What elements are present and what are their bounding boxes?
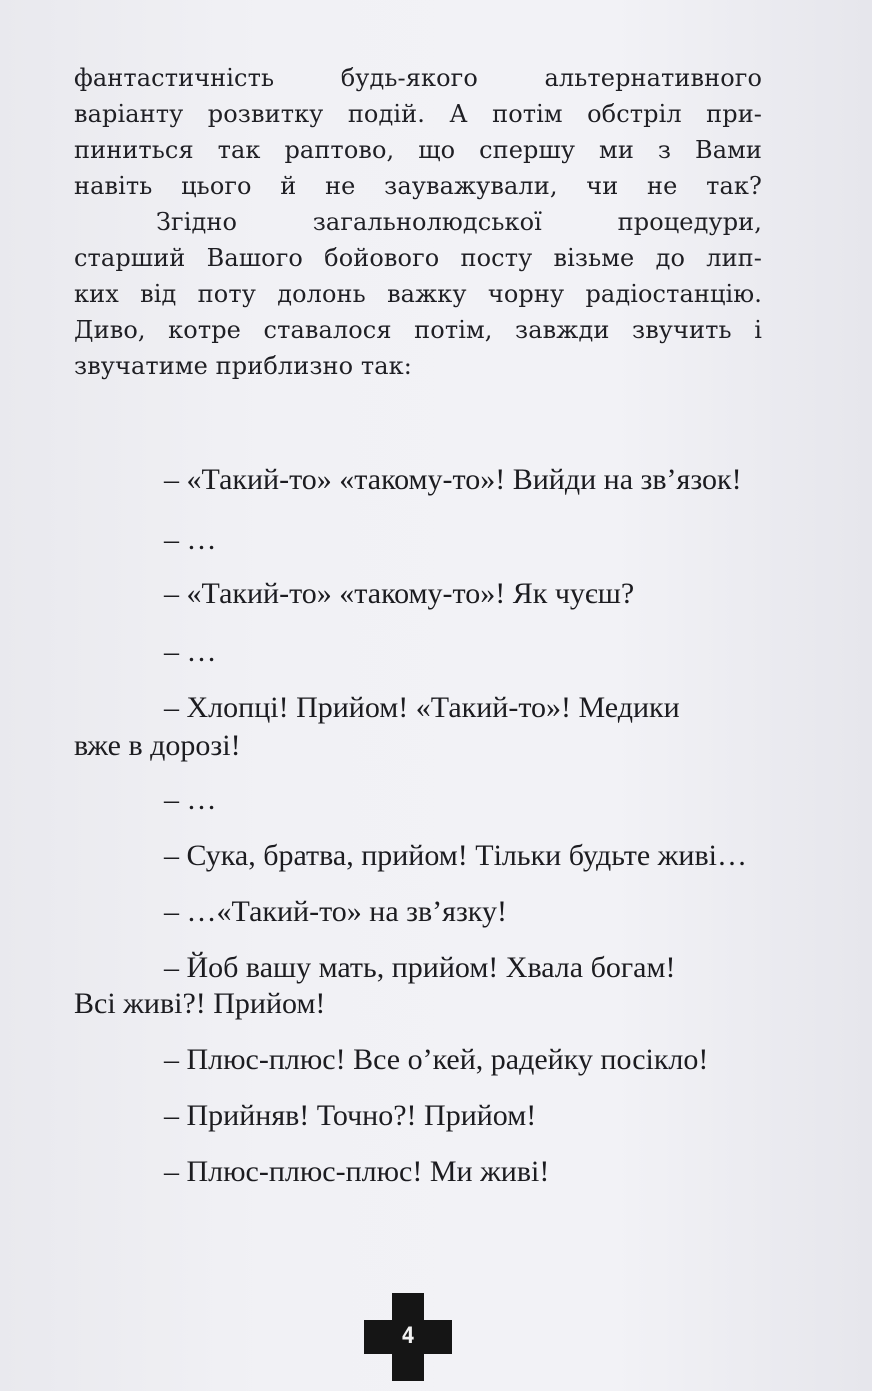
text-line: фантастичність будь-якого альтернативного [74, 64, 762, 92]
dialogue-line: – Прийняв! Точно?! Прийом! [164, 1099, 537, 1132]
dialogue-line: – … [164, 523, 217, 556]
paragraph-1 [74, 60, 762, 204]
dialogue-line: – Плюс-плюс-плюс! Ми живі! [164, 1155, 550, 1188]
text-line: старший Вашого бойового посту візьме до лип- [74, 244, 762, 272]
dialogue-line: – Плюс-плюс! Все о’кей, радейку посікло! [164, 1043, 709, 1076]
text-line: Диво, котре ставалося потім, завжди звучить і [74, 316, 762, 344]
dialogue-line: – … [164, 635, 217, 668]
dialogue-line: – Хлопці! Прийом! «Такий-то»! Медики [164, 691, 680, 724]
text-line: ких від поту долонь важку чорну радіостанцію. [74, 280, 762, 308]
text-line: варіанту розвитку подій. А потім обстріл при- [74, 100, 762, 128]
dialogue-line: – Сука, братва, прийом! Тільки будьте живі… [164, 839, 747, 872]
text-line: навіть цього й не зауважували, чи не так? [74, 172, 762, 200]
dialogue-line: – …«Такий-то» на зв’язку! [164, 895, 507, 928]
dialogue-line: – Йоб вашу мать, прийом! Хвала богам! [164, 951, 676, 984]
dialogue-line: Всі живі?! Прийом! [74, 987, 326, 1020]
dialogue-line: – «Такий-то» «такому-то»! Вийди на зв’язок! [164, 463, 742, 496]
text-line: Згідно загальнолюдської процедури, [156, 208, 762, 236]
page-number-cross-icon [364, 1293, 452, 1381]
dialogue-line: – «Такий-то» «такому-то»! Як чуєш? [164, 577, 635, 610]
page-number: 4 [401, 1324, 415, 1349]
body-text [74, 60, 762, 1188]
text-line: звучатиме приблизно так: [74, 352, 412, 380]
dialogue-line: – … [164, 783, 217, 816]
paragraph-2 [74, 204, 762, 384]
text-line: пиниться так раптово, що спершу ми з Вами [74, 136, 762, 164]
dialogue-line: вже в дорозі! [74, 729, 241, 762]
